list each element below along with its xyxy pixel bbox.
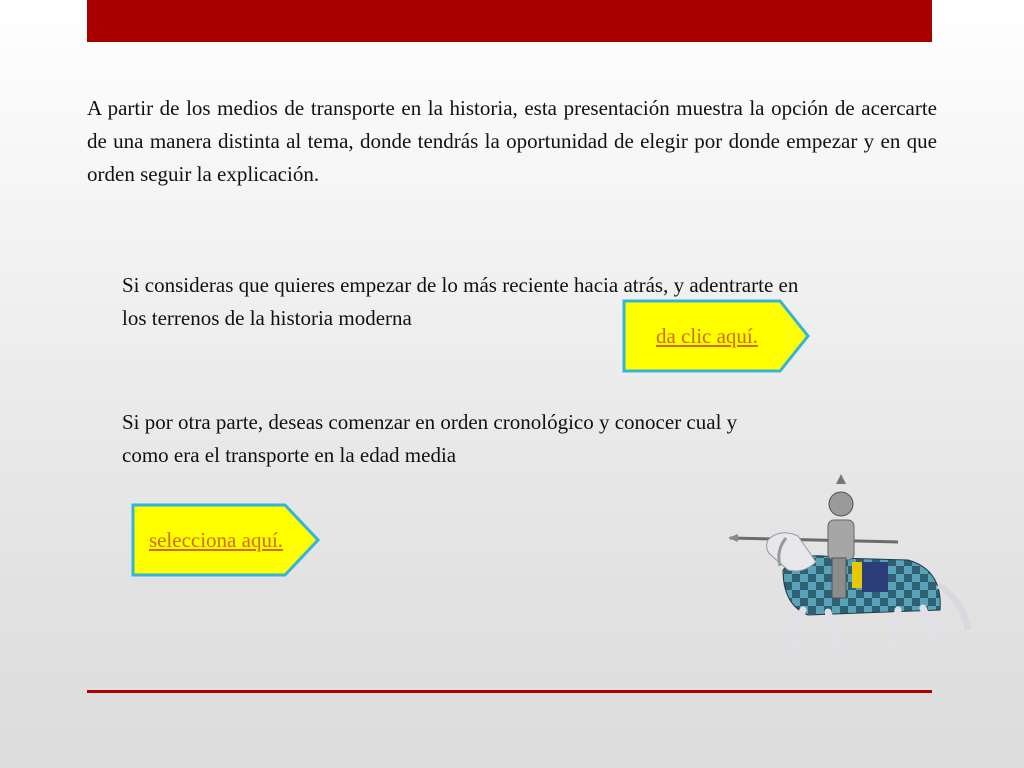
bottom-divider	[87, 690, 932, 693]
start-chronological-label: selecciona aquí.	[148, 528, 284, 552]
option-chronological-text: Si por otra parte, deseas comenzar en orden cronológico y conocer cual y como era el transporte en la edad media	[122, 410, 738, 467]
option-recent-text: Si consideras que quieres empezar de lo más reciente hacia atrás, y adentrarte en los terrenos de la historia moderna	[122, 273, 799, 330]
start-chronological-button[interactable]	[131, 503, 320, 577]
intro-paragraph: A partir de los medios de transporte en la historia, esta presentación muestra la opción de acercarte de una manera distinta al tema, donde tendrás la oportunidad de elegir por donde empezar y en que orden seguir la explicación.	[87, 96, 937, 186]
start-recent-label: da clic aquí.	[655, 324, 759, 348]
start-recent-button[interactable]	[622, 299, 810, 373]
top-accent-bar	[87, 0, 932, 42]
knight-on-horse-icon	[728, 470, 973, 670]
